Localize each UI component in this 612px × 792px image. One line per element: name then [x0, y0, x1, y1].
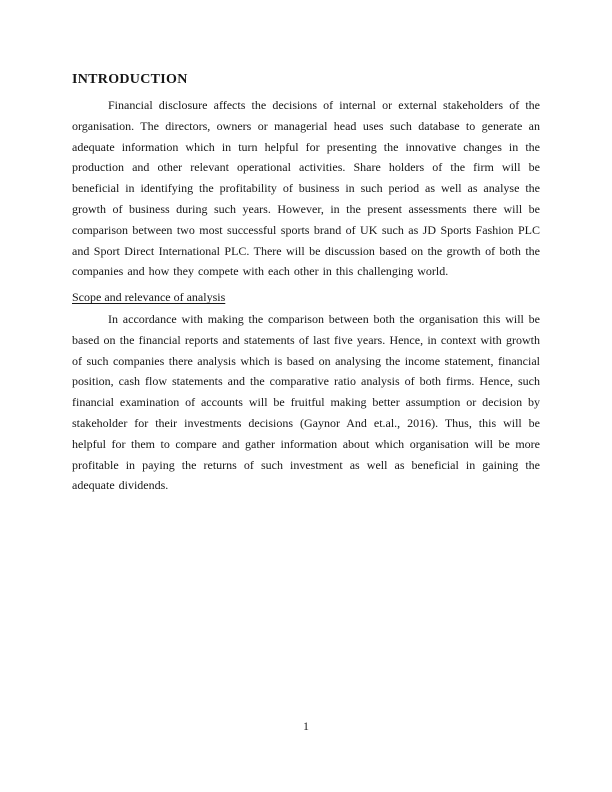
- section-heading-scope: Scope and relevance of analysis: [72, 290, 226, 305]
- intro-paragraph: Financial disclosure affects the decisions of internal or external stakeholders of the organisation. The directors, owners or managerial head uses such database to generate an adequate information which in turn helpful for presenting the innovative changes in the production and other relevant operational activities. Share holders of the firm will be beneficial in identifying the profitability of business in such period as well as analyse the growth of business during such years. However, in the present assessments there will be comparison between two most successful sports brand of UK such as JD Sports Fashion PLC and Sport Direct International PLC. There will be discussion based on the growth of both the companies and how they compete with each other in this challenging world.: [72, 98, 540, 279]
- scope-paragraph: In accordance with making the comparison between both the organisation this will be based on the financial reports and statements of last five years. Hence, in context with growth of such companies there analysis which is based on analysing the income statement, financial position, cash flow statements and the comparative ratio analysis of both firms. Hence, such financial examination of accounts will be fruitful making better assumption or decision by stakeholder for their investments decisions (Gaynor And et.al., 2016). Thus, this will be helpful for them to compare and gather information about which organisation will be more profitable in paying the returns of such investment as well as beneficial in gaining the adequate dividends.: [72, 311, 540, 493]
- page-content: [72, 71, 540, 500]
- document-title: INTRODUCTION: [72, 72, 188, 87]
- page-number: 1: [303, 719, 309, 733]
